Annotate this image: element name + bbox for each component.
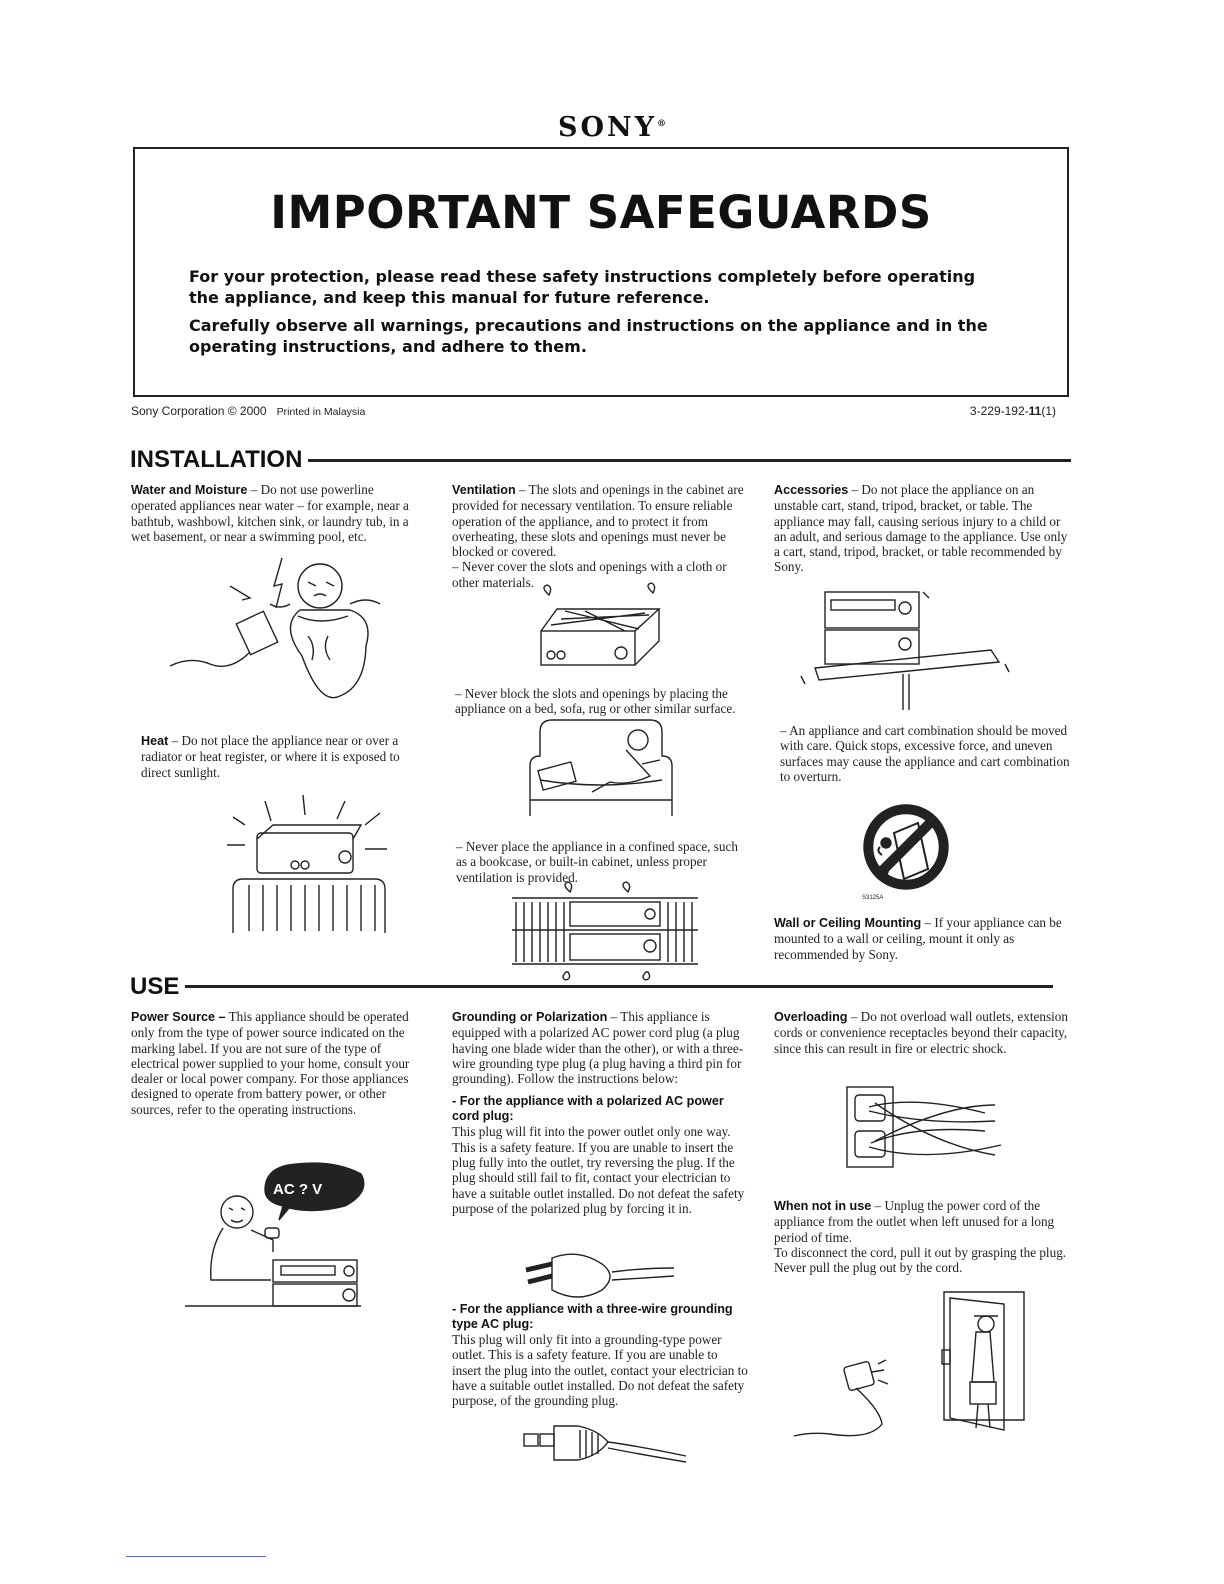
part-number-suffix: (1) — [1041, 404, 1056, 418]
part-number — [970, 404, 1056, 418]
ventilation-bed: – Never block the slots and openings by placing the appliance on a bed, sofa, rug or other similar surface. — [455, 686, 736, 717]
water-text: – Do not use powerline operated appliances near water – for example, near a bathtub, washbowl, kitchen sink, or laundry tub, in a wet basement, or near a swimming pool, etc. — [131, 482, 409, 544]
three-wire-section — [452, 1302, 750, 1414]
grounding-text: – This appliance is equipped with a polarized AC power cord plug (a plug having one blade wider than the other), or with a three-wire grounding type plug (a plug having a third pin for grounding). Follow the instructions below: — [452, 1009, 744, 1087]
accessories-title: Accessories — [774, 483, 849, 497]
accessories-section — [774, 482, 1070, 581]
heat-text: – Do not place the appliance near or over a radiator or heat register, or where it is exposed to direct sunlight. — [141, 733, 400, 780]
disconnect-text: To disconnect the cord, pull it out by grasping the plug. Never pull the plug out by the cord. — [774, 1244, 1067, 1276]
ventilation-section — [452, 482, 750, 596]
page-title: IMPORTANT SAFEGUARDS — [270, 186, 932, 239]
use-rule — [178, 985, 1053, 988]
part-number-prefix: 3-229-192- — [969, 404, 1029, 418]
part-number-bold: 11 — [1028, 404, 1042, 418]
water-title: Water and Moisture — [131, 483, 248, 497]
threewire-title: - For the appliance with a three-wire grounding type AC plug: — [452, 1302, 733, 1331]
intro-protection: For your protection, please read these safety instructions completely before operating the appliance, and keep this manual for future reference. — [189, 267, 976, 307]
unstable-table-illustration — [795, 588, 1020, 713]
threewire-text: This plug will only fit into a grounding-type power outlet. This is a safety feature. If you are unable to insert the plug into the outlet, contact your electrician to have a suitable outlet installed. Do not defeat the safety purpose, of the grounding plug. — [452, 1332, 748, 1409]
ventilation-text: – The slots and openings in the cabinet are provided for necessary ventilation. To ensure reliable operation of the appliance, and to protect it from overheating, these slots and openings must never be blocked or covered. — [452, 482, 744, 560]
installation-heading: INSTALLATION — [130, 446, 308, 474]
title-box — [133, 147, 1069, 397]
intro-warnings: Carefully observe all warnings, precautions and instructions on the appliance and in the operating instructions, and adhere to them. — [189, 316, 988, 356]
polarized-plug-illustration — [522, 1250, 682, 1300]
overloading-title: Overloading — [774, 1010, 848, 1024]
brand-logo: SONY® — [558, 112, 666, 143]
radiator-illustration — [225, 795, 390, 935]
power-source-section — [131, 1009, 429, 1123]
overloaded-outlet-illustration — [845, 1085, 1005, 1170]
footer-divider — [126, 1556, 266, 1557]
notinuse-title: When not in use — [774, 1199, 872, 1213]
sofa-illustration — [520, 720, 675, 820]
covered-appliance-illustration — [535, 585, 665, 670]
printed-in: Printed in Malaysia — [276, 406, 366, 418]
power-text: This appliance should be operated only from the type of power source indicated on the marking label. If you are not sure of the type of electrical power supplied to your home, consult your dealer or local power company. For those appliances designed to operate from battery power, or other sources, refer to the operating instructions. — [131, 1009, 410, 1117]
heat-title: Heat — [141, 734, 169, 748]
wall-ceiling-section — [774, 915, 1068, 968]
notinuse-text: – Unplug the power cord of the appliance from the outlet when left unused for a long period of time. — [774, 1198, 1055, 1245]
wall-title: Wall or Ceiling Mounting — [774, 916, 922, 930]
overloading-text: – Do not overload wall outlets, extension cords or convenience receptacles beyond their capacity, since this can result in fire or electric shock. — [774, 1009, 1068, 1056]
installation-rule — [300, 459, 1071, 462]
not-in-use-section — [774, 1198, 1072, 1281]
cart-warning: – An appliance and cart combination should be moved with care. Quick stops, excessive force, and uneven surfaces may cause the appliance and cart combination to overturn. — [780, 723, 1070, 784]
copyright-text: Sony Corporation © 2000 — [131, 404, 267, 418]
polarized-text: This plug will fit into the power outlet only one way. This is a safety feature. If you are unable to insert the plug fully into the outlet, try reversing the plug. If the plug should still fail to fit, contact your electrician to have a suitable outlet installed. Do not defeat the safety purpose of the polarized plug by forcing it in. — [452, 1124, 745, 1216]
use-heading: USE — [130, 973, 185, 1001]
ventilation-cloth: – Never cover the slots and openings with a cloth or other materials. — [452, 559, 727, 590]
grounding-section — [452, 1009, 750, 1222]
power-bubble-text: AC ? V — [273, 1181, 323, 1198]
ventilation-confined: – Never place the appliance in a confined space, such as a bookcase, or built-in cabinet, unless proper ventilation is provided. — [456, 839, 738, 885]
accessories-text: – Do not place the appliance on an unstable cart, stand, tripod, bracket, or table. The appliance may fall, causing serious injury to a child or an adult, and serious damage to the appliance. Use only a cart, stand, tripod, bracket, or table recommended by Sony. — [774, 482, 1068, 575]
copyright-line — [131, 404, 365, 418]
power-source-illustration — [185, 1160, 365, 1310]
cart-tipover-symbol — [858, 803, 968, 903]
grounding-title: Grounding or Polarization — [452, 1010, 608, 1024]
power-title: Power Source – — [131, 1010, 226, 1024]
overloading-section — [774, 1009, 1070, 1062]
cart-symbol-code: S3125A — [862, 895, 884, 901]
unplug-illustration — [790, 1290, 1030, 1445]
bathtub-illustration — [170, 556, 410, 711]
water-moisture-section — [131, 482, 411, 550]
heat-section — [141, 733, 431, 786]
grounding-plug-illustration — [518, 1420, 688, 1465]
wall-text: – If your appliance can be mounted to a wall or ceiling, mount it only as recommended by Sony. — [774, 915, 1062, 962]
polarized-title: - For the appliance with a polarized AC power cord plug: — [452, 1094, 724, 1124]
bookcase-illustration — [510, 888, 700, 978]
ventilation-title: Ventilation — [452, 483, 516, 497]
